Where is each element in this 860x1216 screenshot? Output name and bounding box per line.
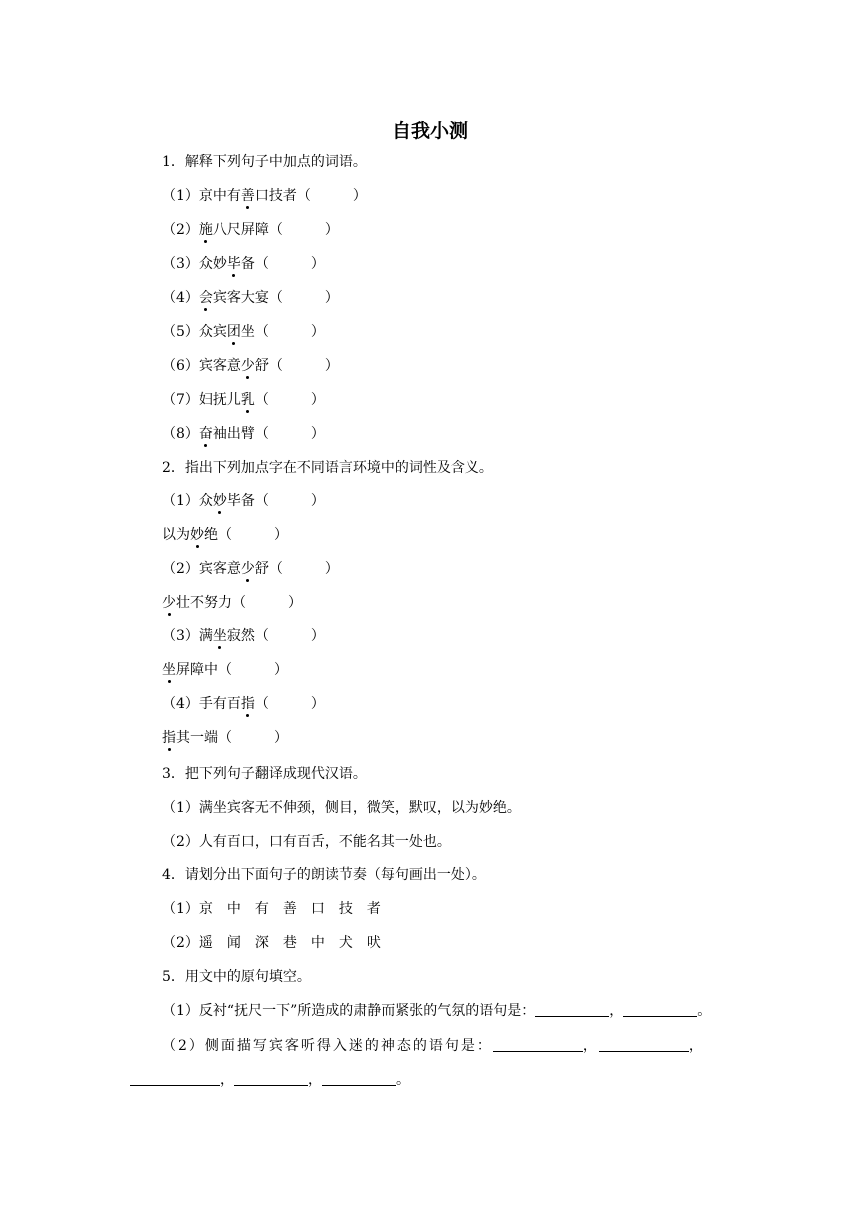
dotted-char: 乳 [240, 392, 255, 408]
text-segment: 其一端（ ） [176, 730, 288, 746]
answer-blank [623, 1001, 697, 1017]
q1-item [162, 424, 325, 444]
text-segment: ， [220, 1072, 234, 1088]
text-segment: ， [609, 1003, 624, 1019]
text-segment: （3）满 [162, 628, 213, 644]
text-segment: 屏障中（ ） [176, 662, 288, 678]
q5-heading: 5．用文中的原句填空。 [162, 969, 311, 985]
text-segment: 。 [697, 1003, 712, 1019]
text-segment: （2） [162, 222, 199, 238]
text-segment: （4） [162, 290, 199, 306]
text-segment: 坐（ ） [240, 324, 325, 340]
q1-item [162, 288, 339, 308]
text-segment: （2）侧面描写宾客听得入迷的神态的语句是： [162, 1038, 493, 1054]
q2-item [162, 491, 325, 511]
text-segment: 绝（ ） [204, 527, 288, 543]
q2-item [162, 525, 288, 545]
q2-item [162, 559, 339, 579]
text-segment: 壮不努力（ ） [176, 595, 302, 611]
text-segment: （5）众宾 [162, 324, 227, 340]
q1-item [162, 322, 325, 342]
text-segment: （1）反衬“抚尺一下”所造成的肃静而紧张的气氛的语句是： [162, 1003, 536, 1019]
dotted-char: 会 [198, 290, 213, 306]
text-segment: （1）众 [162, 493, 213, 509]
text-segment: （2）宾客意 [162, 561, 241, 577]
text-segment: （1）京中有 [162, 188, 241, 204]
q1-item [162, 390, 325, 410]
dotted-char: 指 [162, 730, 176, 746]
dotted-char: 妙 [190, 527, 204, 543]
answer-blank [493, 1036, 583, 1052]
text-segment: 八尺屏障（ ） [212, 222, 339, 238]
page-title: 自我小测 [391, 120, 468, 142]
dotted-char: 善 [240, 188, 255, 204]
q5-item-2 [162, 1036, 705, 1056]
dotted-char: 少 [240, 561, 255, 577]
q5-item-1 [162, 1001, 711, 1021]
q2-heading: 2．指出下列加点字在不同语言环境中的词性及含义。 [162, 460, 493, 476]
text-segment: 毕备（ ） [226, 493, 325, 509]
q1-item [162, 356, 339, 376]
dotted-char: 少 [240, 358, 255, 374]
dotted-char: 指 [240, 696, 255, 712]
q3-item: （2）人有百口，口有百舌，不能名其一处也。 [162, 834, 451, 850]
answer-blank [234, 1070, 308, 1086]
text-segment: ， [582, 1038, 599, 1054]
text-segment: （ ） [254, 392, 325, 408]
text-segment: ， [688, 1038, 705, 1054]
q1-item [162, 254, 325, 274]
text-segment: （4）手有百 [162, 696, 241, 712]
q1-item [162, 220, 339, 240]
q1-heading: 1．解释下列句子中加点的词语。 [162, 154, 367, 170]
answer-blank [322, 1070, 396, 1086]
text-segment: （6）宾客意 [162, 358, 241, 374]
text-segment: （3）众妙 [162, 256, 227, 272]
q2-item [162, 694, 325, 714]
dotted-char: 施 [198, 222, 213, 238]
text-segment: 。 [396, 1072, 410, 1088]
dotted-char: 坐 [162, 662, 176, 678]
text-segment: （7）妇抚儿 [162, 392, 241, 408]
text-segment: 舒（ ） [254, 358, 339, 374]
q2-item [162, 660, 288, 680]
text-segment: （ ） [254, 696, 325, 712]
dotted-char: 少 [162, 595, 176, 611]
dotted-char: 坐 [212, 628, 227, 644]
answer-blank [599, 1036, 689, 1052]
q2-item [162, 626, 325, 646]
text-segment: 袖出臂（ ） [212, 426, 325, 442]
text-segment: ， [308, 1072, 322, 1088]
text-segment: 宾客大宴（ ） [212, 290, 339, 306]
q3-heading: 3．把下列句子翻译成现代汉语。 [162, 766, 367, 782]
q2-item [162, 728, 288, 748]
dotted-char: 毕 [226, 256, 241, 272]
answer-blank [130, 1070, 220, 1086]
dotted-char: 奋 [198, 426, 213, 442]
q2-item [162, 593, 302, 613]
q4-item: （2）遥 闻 深 巷 中 犬 吠 [162, 935, 381, 951]
q4-item: （1）京 中 有 善 口 技 者 [162, 901, 381, 917]
text-segment: 以为 [162, 527, 190, 543]
text-segment: （8） [162, 426, 199, 442]
q5-item-2-cont [130, 1070, 410, 1090]
dotted-char: 妙 [212, 493, 227, 509]
q4-heading: 4．请划分出下面句子的朗读节奏（每句画出一处）。 [162, 867, 486, 883]
text-segment: 寂然（ ） [226, 628, 325, 644]
answer-blank [535, 1001, 609, 1017]
dotted-char: 团 [226, 324, 241, 340]
text-segment: 备（ ） [240, 256, 325, 272]
q3-item: （1）满坐宾客无不伸颈，侧目，微笑，默叹，以为妙绝。 [162, 800, 521, 816]
text-segment: 舒（ ） [254, 561, 339, 577]
text-segment: 口技者（ ） [254, 188, 367, 204]
q1-item [162, 186, 367, 206]
